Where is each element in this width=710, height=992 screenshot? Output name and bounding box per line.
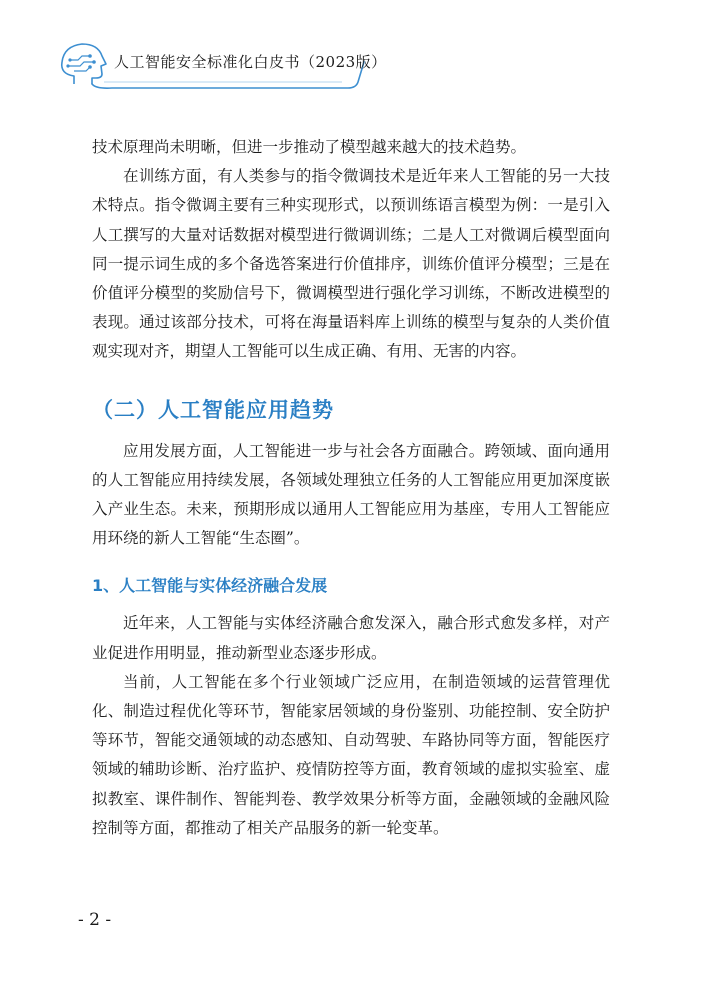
header-title: 人工智能安全标准化白皮书（2023版） [114, 53, 387, 71]
document-body [92, 133, 610, 843]
subsection-heading: 1、人工智能与实体经济融合发展 [92, 576, 328, 596]
section-heading: （二）人工智能应用趋势 [92, 397, 334, 422]
page-header [52, 38, 387, 94]
body-paragraph: 在训练方面，有人类参与的指令微调技术是近年来人工智能的另一大技术特点。指令微调主要有三种实现形式，以预训练语言模型为例：一是引入人工撰写的大量对话数据对模型进行微调训练；二是人工对微调后模型面向同一提示词生成的多个备选答案进行价值排序，训练价值评分模型；三是在价值评分模型的奖励信号下，微调模型进行强化学习训练，不断改进模型的表现。通过该部分技术，可将在海量语料库上训练的模型与复杂的人类价值观实现对齐，期望人工智能可以生成正确、有用、无害的内容。 [92, 167, 610, 361]
body-paragraph: 近年来，人工智能与实体经济融合愈发深入，融合形式愈发多样，对产业促进作用明显，推动新型业态逐步形成。 [92, 614, 610, 662]
page-number: - 2 - [78, 910, 112, 930]
body-paragraph: 应用发展方面，人工智能进一步与社会各方面融合。跨领域、面向通用的人工智能应用持续发展，各领域处理独立任务的人工智能应用更加深度嵌入产业生态。未来，预期形成以通用人工智能应用为基座，专用人工智能应用环绕的新人工智能“生态圈”。 [92, 441, 610, 548]
body-paragraph: 当前，人工智能在多个行业领域广泛应用，在制造领域的运营管理优化、制造过程优化等环节，智能家居领域的身份鉴别、功能控制、安全防护等环节，智能交通领域的动态感知、自动驾驶、车路协同等方面，智能医疗领域的辅助诊断、治疗监护、疫情防控等方面，教育领域的虚拟实验室、虚拟教室、课件制作、智能判卷、教学效果分析等方面，金融领域的金融风险控制等方面，都推动了相关产品服务的新一轮变革。 [92, 672, 610, 837]
body-paragraph: 技术原理尚未明晰，但进一步推动了模型越来越大的技术趋势。 [92, 138, 527, 156]
